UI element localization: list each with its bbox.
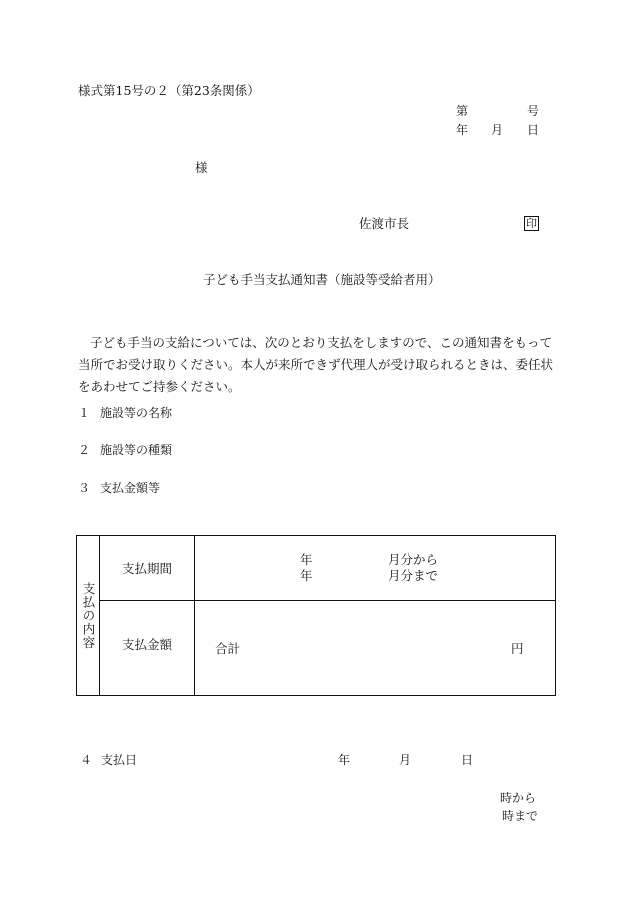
period-to-year: 年 [300,568,313,583]
header-dai: 第 [456,104,469,118]
issuer-seal [524,216,539,231]
yen-unit: 円 [511,641,524,656]
seal-icon: 印 [526,217,537,230]
period-from-year: 年 [300,552,313,567]
payment-from-time: 時から [500,791,537,805]
period-value-cell [195,536,556,601]
recipient-suffix: 様 [195,160,208,175]
period-from-month: 月分から [388,552,439,567]
header-nen: 年 [456,123,469,137]
period-to-month: 月分まで [388,568,439,583]
body-paragraph: 子ども手当の支給については、次のとおり支払をしますので、この通知書をもって当所でお受け取りください。本人が来所できず代理人が受け取られるときは、委任状をあわせてご持参ください。 [78,335,554,394]
item-2-label: 施設等の種類 [100,443,173,457]
issuer-title: 佐渡市長 [359,216,410,231]
item-3-label: 支払金額等 [100,481,161,495]
total-label: 合計 [215,641,241,656]
form-id: 様式第15号の２（第23条関係） [78,83,260,98]
payment-date-nen: 年 [338,753,351,767]
document-title: 子ども手当支払通知書（施設等受給者用） [203,272,441,287]
item-3-num: ３ [78,481,91,495]
side-label: 支払の内容 [81,581,96,650]
header-hi: 日 [527,123,540,137]
payment-date-hi: 日 [461,753,474,767]
item-1-label: 施設等の名称 [100,406,173,420]
payment-to-time: 時まで [502,809,539,823]
header-gou: 号 [527,104,540,118]
payment-date-label: 支払日 [101,753,138,767]
side-label-cell [77,536,100,696]
amount-label: 支払金額 [100,601,195,696]
item-2-num: ２ [78,443,91,457]
item-1-num: １ [78,406,91,420]
payment-date-num: ４ [80,753,93,767]
header-tsuki: 月 [491,123,504,137]
period-label: 支払期間 [100,536,195,601]
amount-value-cell [195,601,556,696]
payment-table [76,535,556,696]
payment-date-tsuki: 月 [399,753,412,767]
